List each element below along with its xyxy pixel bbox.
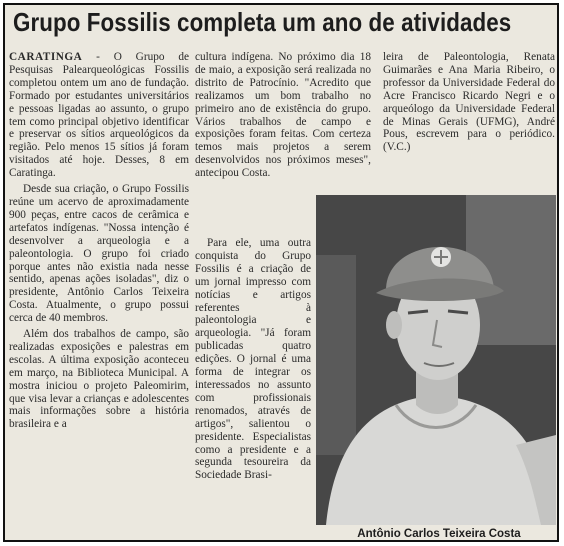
- column-2: [195, 51, 371, 183]
- paragraph-contributors: leira de Paleontologia, Renata Guimarães e Ana Maria Ribeiro, o professor da Universidade Federal do Acre Francisco Ricardo Negri e o arqueólogo da Universidade Federal de Minas Gerais (UFMG), André Pous, escrevem para o periódico. (V.C.): [383, 51, 555, 154]
- dateline-city: CARATINGA: [9, 51, 83, 63]
- newspaper-clipping: [3, 3, 559, 542]
- column-2-lower: [195, 237, 311, 482]
- paragraph-intro: [9, 51, 189, 180]
- column-1: [9, 51, 189, 434]
- paragraph-newspaper: Para ele, uma outra conquista do Grupo Fossilis é a criação de um jornal impresso com notícias e artigos referentes à paleontologia e arqueologia. "Já foram publicadas quatro edições. O jornal é uma forma de integrar os interessados no assunto com profissionais renomados, através de artigos", salientou o presidente. Especialistas como a presidente e a segunda tesoureira da Sociedade Brasi-: [195, 237, 311, 482]
- column-3: [383, 51, 555, 157]
- paragraph-collection: Desde sua criação, o Grupo Fossilis reúne um acervo de aproximadamente 900 peças, entre cacos de cerâmica e artefatos indígenas. "Nossa intenção é desenvolver a arqueologia e a paleontologia. O grupo foi criado porque antes não existia nada nesse sentido, apenas ações isoladas", diz o presidente, Antônio Carlos Teixeira Costa. Atualmente, o grupo possui cerca de 40 membros.: [9, 183, 189, 325]
- paragraph-indigenous-culture: cultura indígena. No próximo dia 18 de maio, a exposição será realizada no distrito de Patrocínio. "Acredito que realizamos um bom trabalho no primeiro ano de existência do grupo. Vários trabalhos de campo e exposições foram feitas. Com certeza temos mais projetos a serem desenvolvidos nos próximos meses", antecipou Costa.: [195, 51, 371, 180]
- portrait-illustration: [316, 195, 556, 525]
- paragraph-exhibitions: Além dos trabalhos de campo, são realizadas exposições e palestras em escolas. A última exposição aconteceu em março, na Biblioteca Municipal. A mostra iniciou o projeto Paleomirim, que visa levar a crianças e adolescentes mais informações sobre a história brasileira e a: [9, 328, 189, 431]
- photo-caption: Antônio Carlos Teixeira Costa: [357, 528, 521, 540]
- headline: Grupo Fossilis completa um ano de atividades: [13, 7, 512, 37]
- intro-text: - O Grupo de Pesquisas Palearqueológicas Fossilis completou ontem um ano de fundação. Formado por estudantes universitários e pessoas ligadas ao assunto, o grupo tem como principal objetivo identificar e preservar os sítios arqueológicos da região. Pelo menos 15 sítios já foram visitados até hoje. Desses, 8 em Caratinga.: [9, 51, 189, 180]
- portrait-photo: [316, 195, 556, 525]
